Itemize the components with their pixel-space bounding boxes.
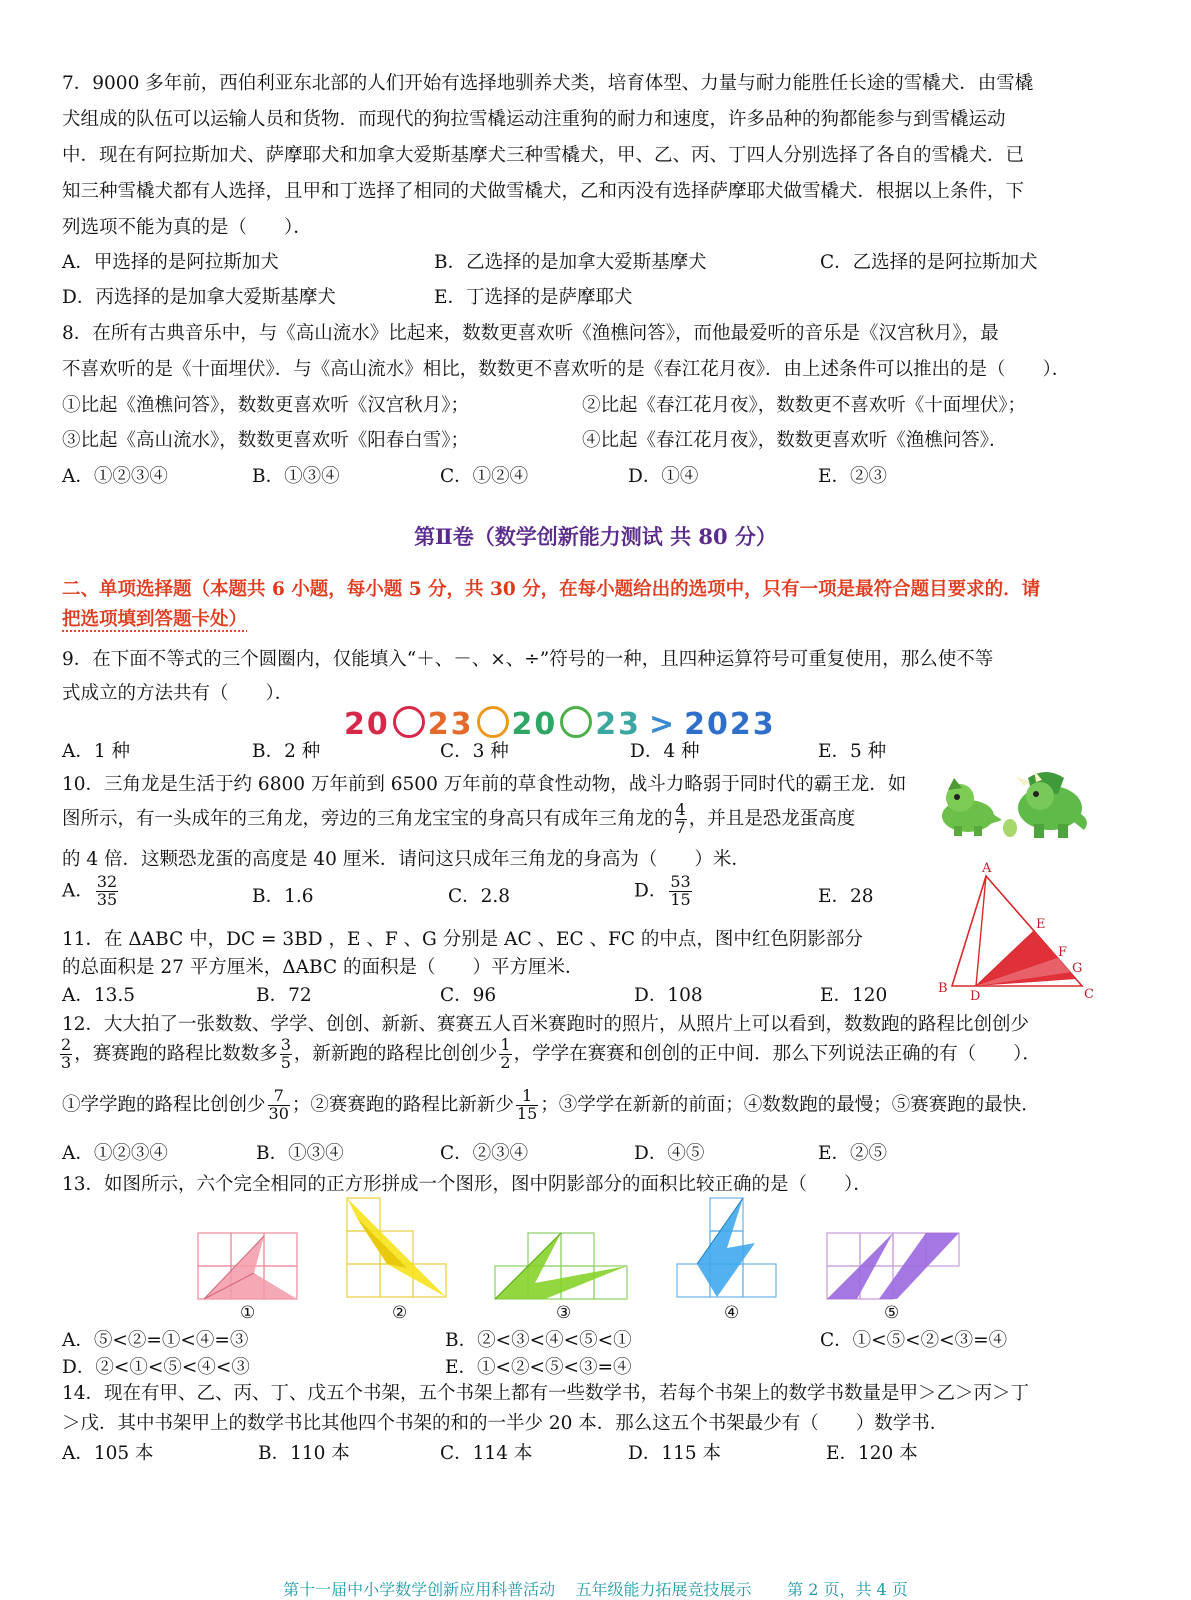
q11-line-1: 11．在 ΔABC 中，DC = 3BD ，E 、F 、G 分别是 AC 、EC 、FC 的中点，图中红色阴影部分 xyxy=(62,929,863,950)
q14-option-a: A．105 本 xyxy=(62,1443,154,1464)
frac-num: 7 xyxy=(268,1088,290,1106)
q12-text-1: ，赛赛跑的路程比数数多 xyxy=(74,1043,278,1065)
operator-circle-2[interactable] xyxy=(477,706,509,738)
q8-option-e: E．②③ xyxy=(818,466,888,487)
eq-result: 2023 xyxy=(684,707,776,742)
q7-option-e: E．丁选择的是萨摩耶犬 xyxy=(434,287,633,308)
q14-option-d: D．115 本 xyxy=(628,1443,722,1464)
q12-text-2: ，新新跑的路程比创创少 xyxy=(293,1043,498,1065)
q14-option-e: E．120 本 xyxy=(826,1443,918,1464)
q8-option-a: A．①②③④ xyxy=(62,466,168,487)
q13-option-d: D．②<①<⑤<④<③ xyxy=(62,1357,250,1378)
q11-line-2: 的总面积是 27 平方厘米，ΔABC 的面积是（ ）平方厘米． xyxy=(62,957,584,978)
q10-option-b: B．1.6 xyxy=(252,886,314,907)
q10-line-1: 10．三角龙是生活于约 6800 万年前到 6500 万年前的草食性动物，战斗力略弱于同时代的霸王龙．如 xyxy=(62,774,907,795)
q13-option-e: E．①<②<⑤<③=④ xyxy=(445,1357,632,1378)
triceratops-illustration xyxy=(928,768,1088,842)
adult-triceratops xyxy=(1016,770,1087,838)
opt-label: D． xyxy=(634,880,668,902)
section-heading-line-1: 二、单项选择题（本题共 6 小题，每小题 5 分，共 30 分，在每小题给出的选项中，只有一项是最符合题目要求的．请 xyxy=(62,579,1041,600)
eq-number-3: 20 xyxy=(511,707,558,742)
frac-den: 7 xyxy=(675,817,686,837)
q12-option-c: C．②③④ xyxy=(440,1143,529,1164)
q8-option-d: D．①④ xyxy=(628,466,699,487)
dinosaur-egg xyxy=(1003,819,1017,837)
q10-line-2-text-b: ，并且是恐龙蛋高度 xyxy=(688,808,856,830)
q7-option-c: C．乙选择的是阿拉斯加犬 xyxy=(820,252,1038,273)
fraction-two-thirds xyxy=(60,1037,72,1072)
figure-3 xyxy=(495,1233,627,1299)
frac-den: 2 xyxy=(500,1052,511,1072)
fraction-seven-thirtieths xyxy=(268,1088,290,1123)
q8-option-b: B．①③④ xyxy=(252,466,340,487)
q11-option-d: D．108 xyxy=(634,985,703,1006)
frac-den: 15 xyxy=(670,889,691,909)
frac-num: 32 xyxy=(96,872,118,891)
frac-num: 1 xyxy=(500,1035,511,1054)
q7-line-5: 列选项不能为真的是（ ）． xyxy=(62,217,312,238)
fraction-one-fifteenth xyxy=(516,1088,538,1123)
q9-option-c: C．3 种 xyxy=(440,741,509,762)
q14-option-b: B．110 本 xyxy=(258,1443,350,1464)
q10-option-e: E．28 xyxy=(818,886,874,907)
q14-line-1: 14．现在有甲、乙、丙、丁、戊五个书架，五个书架上都有一些数学书，若每个书架上的数学书数量是甲＞乙＞丙＞丁 xyxy=(62,1383,1030,1404)
q8-line-2: 不喜欢听的是《十面埋伏》．与《高山流水》相比，数数更不喜欢听的是《春江花月夜》．由上述条件可以推出的是（ ）． xyxy=(62,359,1071,380)
frac-den: 15 xyxy=(516,1103,538,1123)
figure-label-2: ② xyxy=(392,1303,408,1323)
frac-num: 3 xyxy=(280,1035,291,1054)
figure-4 xyxy=(677,1198,776,1297)
q11-option-a: A．13.5 xyxy=(62,985,136,1006)
q12-statement-1: ①学学跑的路程比创创少 xyxy=(62,1094,266,1116)
page-footer: 第十一届中小学数学创新应用科普活动 五年级能力拓展竞技展示 第 2 页，共 4 页 xyxy=(283,1580,908,1599)
q12-statement-3: ；③学学在新新的前面；④数数跑的最慢；⑤赛赛跑的最快． xyxy=(540,1094,1040,1116)
label-b: B xyxy=(938,981,948,996)
fraction-four-sevenths xyxy=(675,802,687,837)
q8-option-c: C．①②④ xyxy=(440,466,529,487)
frac-num: 2 xyxy=(61,1035,72,1054)
figure-label-4: ④ xyxy=(724,1303,740,1323)
label-f: F xyxy=(1058,945,1068,960)
frac-num: 1 xyxy=(516,1088,538,1106)
frac-den: 35 xyxy=(96,889,118,909)
q7-line-3: 中．现在有阿拉斯加犬、萨摩耶犬和加拿大爱斯基摩犬三种雪橇犬，甲、乙、丙、丁四人分别选择了各自的雪橇犬．已 xyxy=(62,145,1025,166)
operator-circle-3[interactable] xyxy=(560,706,592,738)
q11-option-e: E．120 xyxy=(820,985,888,1006)
q9-option-b: B．2 种 xyxy=(252,741,321,762)
label-e: E xyxy=(1036,917,1046,932)
q12-text-3: ，学学在赛赛和创创的正中间．那么下列说法正确的有（ ）． xyxy=(513,1043,1041,1065)
q10-line-3: 的 4 倍．这颗恐龙蛋的高度是 40 厘米．请问这只成年三角龙的身高为（ ）米． xyxy=(62,849,750,870)
q13-line-1: 13．如图所示，六个完全相同的正方形拼成一个图形，图中阴影部分的面积比较正确的是（ ）． xyxy=(62,1174,872,1195)
q12-option-e: E．②⑤ xyxy=(818,1143,888,1164)
frac-num: 4 xyxy=(675,800,686,819)
q13-figures xyxy=(195,1195,975,1325)
q10-line-2 xyxy=(62,802,855,837)
q12-line-2 xyxy=(58,1037,1041,1072)
eq-number-4: 23 xyxy=(595,707,641,742)
option-a-fraction xyxy=(96,874,118,909)
figure-1 xyxy=(198,1233,297,1299)
q9-option-a: A．1 种 xyxy=(62,741,131,762)
q10-option-c: C．2.8 xyxy=(448,886,511,907)
q13-option-c: C．①<⑤<②<③=④ xyxy=(820,1330,1008,1351)
q11-option-b: B．72 xyxy=(256,985,312,1006)
q7-line-4: 知三种雪橇犬都有人选择，且甲和丁选择了相同的犬做雪橇犬，乙和丙没有选择萨摩耶犬做雪橇犬．根据以上条件，下 xyxy=(62,181,1025,202)
q8-statement-2: ②比起《春江花月夜》，数数更不喜欢听《十面埋伏》； xyxy=(582,395,1027,416)
q13-option-b: B．②<③<④<⑤<① xyxy=(445,1330,632,1351)
q12-line-1: 12．大大拍了一张数数、学学、创创、新新、赛赛五人百米赛跑时的照片，从照片上可以看到，数数跑的路程比创创少 xyxy=(62,1014,1030,1035)
frac-den: 30 xyxy=(268,1103,289,1123)
q7-option-d: D．丙选择的是加拿大爱斯基摩犬 xyxy=(62,287,336,308)
q12-line-3 xyxy=(62,1088,1040,1123)
baby-triceratops xyxy=(942,778,1002,836)
label-a: A xyxy=(982,861,992,876)
q7-line-1: 7．9000 多年前，西伯利亚东北部的人们开始有选择地驯养犬类，培育体型、力量与耐力能胜任长途的雪橇犬．由雪橇 xyxy=(62,73,1034,94)
q7-option-b: B．乙选择的是加拿大爱斯基摩犬 xyxy=(434,252,707,273)
option-d-fraction xyxy=(669,874,691,909)
q7-option-a: A．甲选择的是阿拉斯加犬 xyxy=(62,252,279,273)
q11-option-c: C．96 xyxy=(440,985,497,1006)
fraction-three-fifths xyxy=(280,1037,292,1072)
opt-label: A． xyxy=(62,880,94,902)
q8-line-1: 8．在所有古典音乐中，与《高山流水》比起来，数数更喜欢听《渔樵问答》，而他最爱听的音乐是《汉宫秋月》，最 xyxy=(62,323,999,344)
label-d: D xyxy=(970,989,981,1004)
q12-option-a: A．①②③④ xyxy=(62,1143,168,1164)
figure-label-1: ① xyxy=(240,1303,256,1323)
section-heading-line-2: 把选项填到答题卡处） xyxy=(62,608,248,630)
fraction-one-half xyxy=(499,1037,511,1072)
triangle-abc-figure xyxy=(930,862,1100,1002)
q14-line-2: ＞戊．其中书架甲上的数学书比其他四个书架的和的一半少 20 本．那么这五个书架最少有（ ）数学书． xyxy=(62,1413,949,1434)
q8-statement-3: ③比起《高山流水》，数数更喜欢听《阳春白雪》； xyxy=(62,430,470,451)
q13-option-a: A．⑤<②=①<④=③ xyxy=(62,1330,249,1351)
q10-option-a xyxy=(62,874,120,909)
section-title: 第Ⅱ卷（数学创新能力测试 共 80 分） xyxy=(414,524,777,549)
q9-line-2: 式成立的方法共有（ ）． xyxy=(62,683,294,704)
label-g: G xyxy=(1072,961,1083,976)
q10-option-d xyxy=(634,874,694,909)
section-heading xyxy=(62,575,1132,634)
label-c: C xyxy=(1084,987,1094,1002)
figure-label-3: ③ xyxy=(556,1303,572,1323)
q8-statement-4: ④比起《春江花月夜》，数数更喜欢听《渔樵问答》． xyxy=(582,430,1008,451)
eq-number-2: 23 xyxy=(427,707,474,742)
q12-option-d: D．④⑤ xyxy=(634,1143,705,1164)
operator-circle-1[interactable] xyxy=(393,706,425,738)
q9-option-d: D．4 种 xyxy=(630,741,700,762)
eq-number-1: 20 xyxy=(344,707,390,742)
frac-num: 53 xyxy=(670,872,691,891)
q12-option-b: B．①③④ xyxy=(256,1143,344,1164)
q14-option-c: C．114 本 xyxy=(440,1443,533,1464)
q8-statement-1: ①比起《渔樵问答》，数数更喜欢听《汉宫秋月》； xyxy=(62,395,470,416)
q9-option-e: E．5 种 xyxy=(818,741,887,762)
q9-line-1: 9．在下面不等式的三个圆圈内，仅能填入“＋、－、×、÷”符号的一种，且四种运算符号可重复使用，那么使不等 xyxy=(62,649,994,670)
q12-statement-2: ；②赛赛跑的路程比新新少 xyxy=(291,1094,514,1116)
greater-than-sign: > xyxy=(649,707,677,742)
q9-equation xyxy=(344,706,776,742)
figure-5 xyxy=(827,1233,959,1299)
figure-label-5: ⑤ xyxy=(884,1303,900,1323)
frac-den: 5 xyxy=(280,1052,291,1072)
q7-line-2: 犬组成的队伍可以运输人员和货物．而现代的狗拉雪橇运动注重狗的耐力和速度，许多品种的狗都能参与到雪橇运动 xyxy=(62,109,1006,130)
frac-den: 3 xyxy=(61,1052,72,1072)
figure-2 xyxy=(347,1198,446,1297)
q10-line-2-text-a: 图所示，有一头成年的三角龙，旁边的三角龙宝宝的身高只有成年三角龙的 xyxy=(62,808,673,830)
